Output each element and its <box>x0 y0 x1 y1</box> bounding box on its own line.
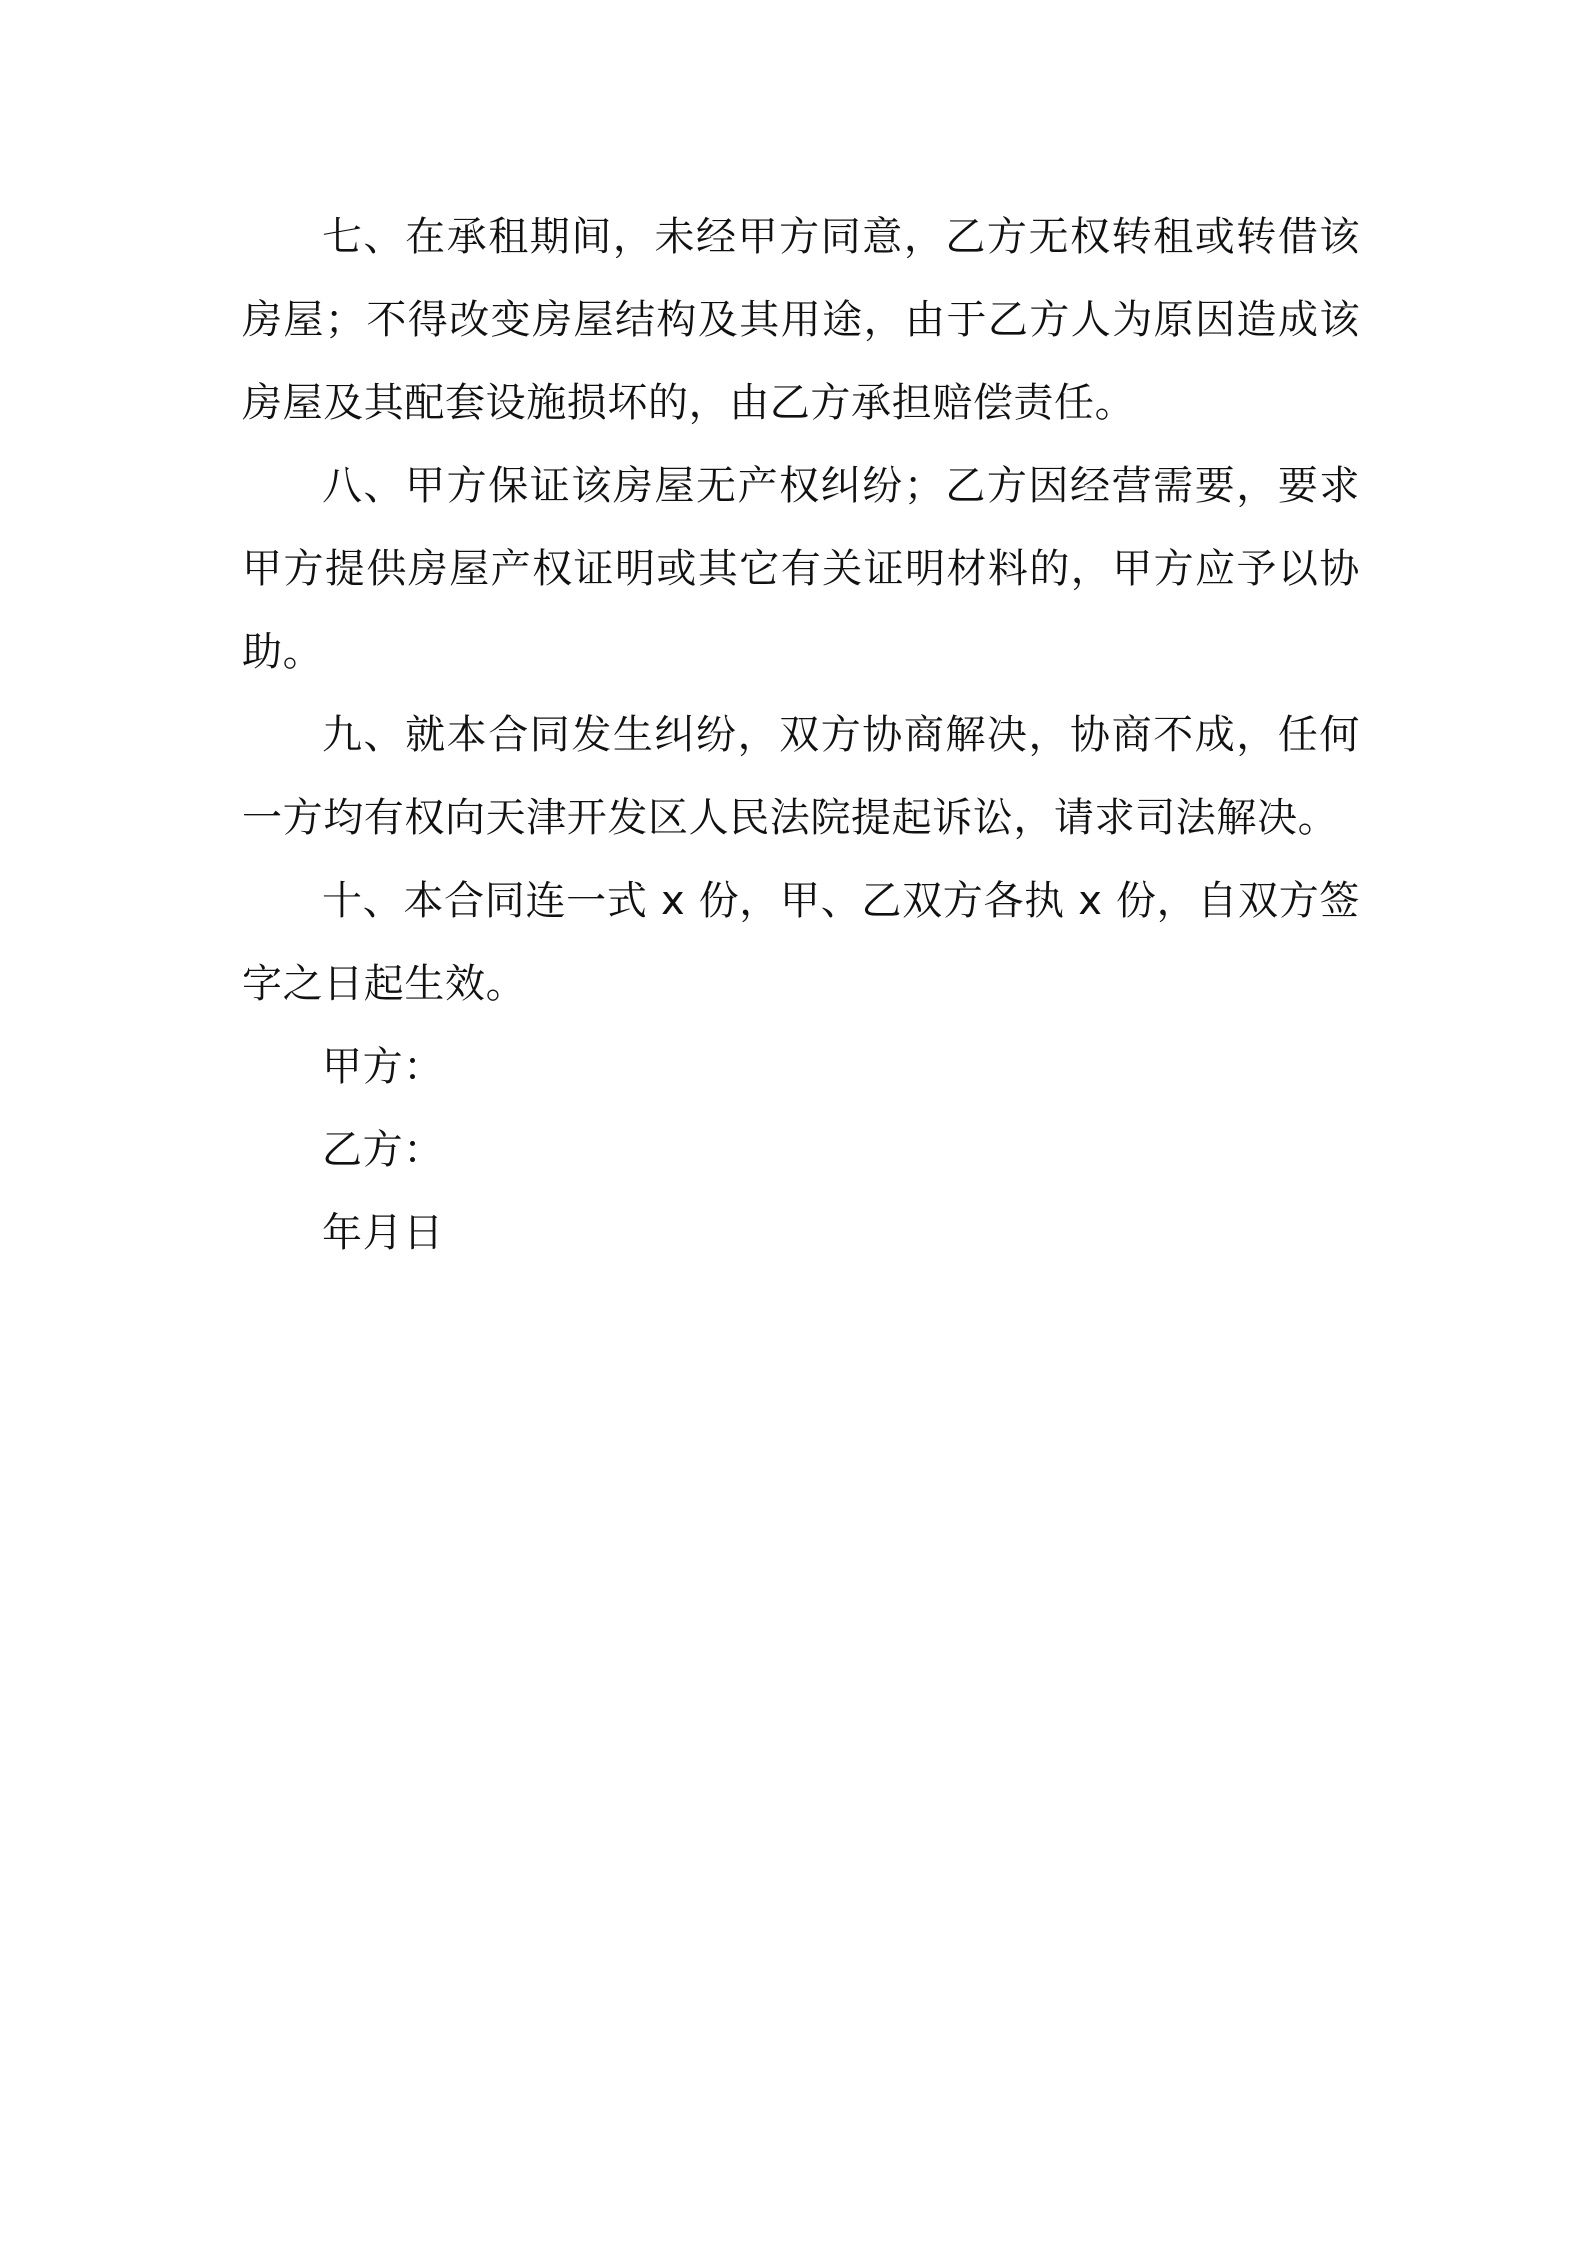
clause-10: 十、本合同连一式 x 份，甲、乙双方各执 x 份，自双方签字之日起生效。 <box>242 878 1360 1007</box>
document-content <box>242 196 1360 1275</box>
signature-date-line: 年月日 <box>322 1210 444 1256</box>
clause-7: 七、在承租期间，未经甲方同意，乙方无权转租或转借该房屋；不得改变房屋结构及其用途，由于乙方人为原因造成该房屋及其配套设施损坏的，由乙方承担赔偿责任。 <box>242 214 1360 426</box>
clause-8: 八、甲方保证该房屋无产权纠纷；乙方因经营需要，要求甲方提供房屋产权证明或其它有关证明材料的，甲方应予以协助。 <box>242 463 1360 675</box>
clause-9: 九、就本合同发生纠纷，双方协商解决，协商不成，任何一方均有权向天津开发区人民法院提起诉讼，请求司法解决。 <box>242 712 1360 841</box>
party-a-signature-line: 甲方： <box>322 1044 444 1090</box>
party-b-signature-line: 乙方： <box>322 1127 444 1173</box>
